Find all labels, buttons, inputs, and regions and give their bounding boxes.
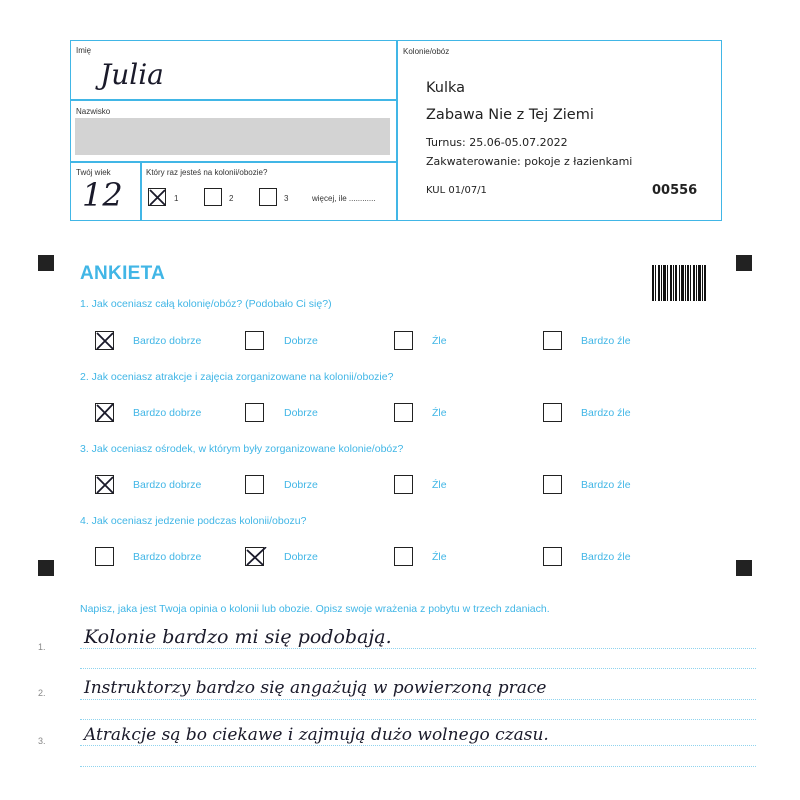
q3-option-bardzo-zle-checkbox[interactable] xyxy=(543,475,562,494)
survey-title: ANKIETA xyxy=(80,263,166,284)
check-x-icon xyxy=(245,547,267,567)
q3-option-bardzo-dobrze-checkbox[interactable] xyxy=(95,475,114,494)
visit-option-3: 3 xyxy=(284,194,289,203)
registration-marker-top-left xyxy=(38,255,54,271)
q2-option-bardzo-dobrze-checkbox[interactable] xyxy=(95,403,114,422)
line-number-2: 2. xyxy=(38,688,46,698)
form-number: 00556 xyxy=(652,183,698,198)
camp-code: KUL 01/07/1 xyxy=(426,185,487,196)
q1-option-dobrze-checkbox[interactable] xyxy=(245,331,264,350)
answer-line-3[interactable]: Atrakcje są bo ciekawe i zajmują dużo wolnego czasu. xyxy=(84,725,549,745)
q1-option-bardzo-zle-label: Bardzo źle xyxy=(581,335,631,347)
registration-marker-bottom-left xyxy=(38,560,54,576)
q2-option-dobrze-checkbox[interactable] xyxy=(245,403,264,422)
camp-name: Kulka xyxy=(426,80,466,96)
registration-marker-bottom-right xyxy=(736,560,752,576)
last-name-redaction xyxy=(75,118,390,155)
q3-option-zle-label: Źle xyxy=(432,479,447,491)
question-3-text: 3. Jak oceniasz ośrodek, w którym były zorganizowane kolonie/obóz? xyxy=(80,443,404,455)
dotted-line xyxy=(80,699,756,700)
q3-option-bardzo-dobrze-label: Bardzo dobrze xyxy=(133,479,202,491)
camp-label: Kolonie/obóz xyxy=(403,47,450,56)
visit-question: Który raz jesteś na kolonii/obozie? xyxy=(146,168,268,177)
q1-option-bardzo-dobrze-checkbox[interactable] xyxy=(95,331,114,350)
q2-option-bardzo-zle-label: Bardzo źle xyxy=(581,407,631,419)
camp-title: Zabawa Nie z Tej Ziemi xyxy=(426,107,594,123)
visit-checkbox-3[interactable] xyxy=(259,188,277,206)
line-number-3: 3. xyxy=(38,736,46,746)
q1-option-dobrze-label: Dobrze xyxy=(284,335,318,347)
question-2-text: 2. Jak oceniasz atrakcje i zajęcia zorganizowane na kolonii/obozie? xyxy=(80,371,394,383)
visit-more-label: więcej, ile ............ xyxy=(312,194,376,203)
q1-option-bardzo-zle-checkbox[interactable] xyxy=(543,331,562,350)
header-divider-age xyxy=(140,161,142,221)
line-number-1: 1. xyxy=(38,642,46,652)
question-1-text: 1. Jak oceniasz całą kolonię/obóz? (Podobało Ci się?) xyxy=(80,298,332,310)
q4-option-zle-checkbox[interactable] xyxy=(394,547,413,566)
turnus-text: Turnus: 25.06-05.07.2022 xyxy=(426,136,568,149)
visit-option-1: 1 xyxy=(174,194,179,203)
dotted-line xyxy=(80,668,756,669)
visit-checkbox-2[interactable] xyxy=(204,188,222,206)
q1-option-bardzo-dobrze-label: Bardzo dobrze xyxy=(133,335,202,347)
check-x-icon xyxy=(95,403,115,423)
accommodation-text: Zakwaterowanie: pokoje z łazienkami xyxy=(426,155,633,168)
q4-option-dobrze-label: Dobrze xyxy=(284,551,318,563)
q4-option-bardzo-zle-label: Bardzo źle xyxy=(581,551,631,563)
q2-option-bardzo-dobrze-label: Bardzo dobrze xyxy=(133,407,202,419)
header-divider-vertical xyxy=(396,40,398,221)
dotted-line xyxy=(80,766,756,767)
answer-line-1[interactable]: Kolonie bardzo mi się podobają. xyxy=(84,626,392,648)
q3-option-dobrze-label: Dobrze xyxy=(284,479,318,491)
q4-option-bardzo-zle-checkbox[interactable] xyxy=(543,547,562,566)
age-value[interactable]: 12 xyxy=(82,176,123,214)
answer-line-2[interactable]: Instruktorzy bardzo się angażują w powierzoną prace xyxy=(84,678,547,698)
q1-option-zle-label: Źle xyxy=(432,335,447,347)
q4-option-bardzo-dobrze-checkbox[interactable] xyxy=(95,547,114,566)
check-x-icon xyxy=(95,331,115,351)
check-x-icon xyxy=(95,475,115,495)
q2-option-bardzo-zle-checkbox[interactable] xyxy=(543,403,562,422)
q2-option-zle-checkbox[interactable] xyxy=(394,403,413,422)
question-4-text: 4. Jak oceniasz jedzenie podczas kolonii/obozu? xyxy=(80,515,307,527)
q3-option-dobrze-checkbox[interactable] xyxy=(245,475,264,494)
q4-option-zle-label: Źle xyxy=(432,551,447,563)
barcode xyxy=(652,265,706,301)
q4-option-bardzo-dobrze-label: Bardzo dobrze xyxy=(133,551,202,563)
opinion-prompt: Napisz, jaka jest Twoja opinia o kolonii lub obozie. Opisz swoje wrażenia z pobytu w trzech zdaniach. xyxy=(80,603,550,615)
visit-option-2: 2 xyxy=(229,194,234,203)
first-name-value[interactable]: Julia xyxy=(100,58,164,91)
header-divider-name xyxy=(70,99,397,101)
first-name-label: Imię xyxy=(76,46,92,55)
dotted-line xyxy=(80,719,756,720)
q3-option-zle-checkbox[interactable] xyxy=(394,475,413,494)
last-name-label: Nazwisko xyxy=(76,107,111,116)
dotted-line xyxy=(80,648,756,649)
age-label: Twój wiek xyxy=(76,168,111,177)
q1-option-zle-checkbox[interactable] xyxy=(394,331,413,350)
registration-marker-top-right xyxy=(736,255,752,271)
check-x-icon xyxy=(148,188,167,207)
q3-option-bardzo-zle-label: Bardzo źle xyxy=(581,479,631,491)
q4-option-dobrze-checkbox[interactable] xyxy=(245,547,264,566)
dotted-line xyxy=(80,745,756,746)
header-divider-surname xyxy=(70,161,397,163)
q2-option-zle-label: Źle xyxy=(432,407,447,419)
visit-checkbox-1[interactable] xyxy=(148,188,166,206)
q2-option-dobrze-label: Dobrze xyxy=(284,407,318,419)
